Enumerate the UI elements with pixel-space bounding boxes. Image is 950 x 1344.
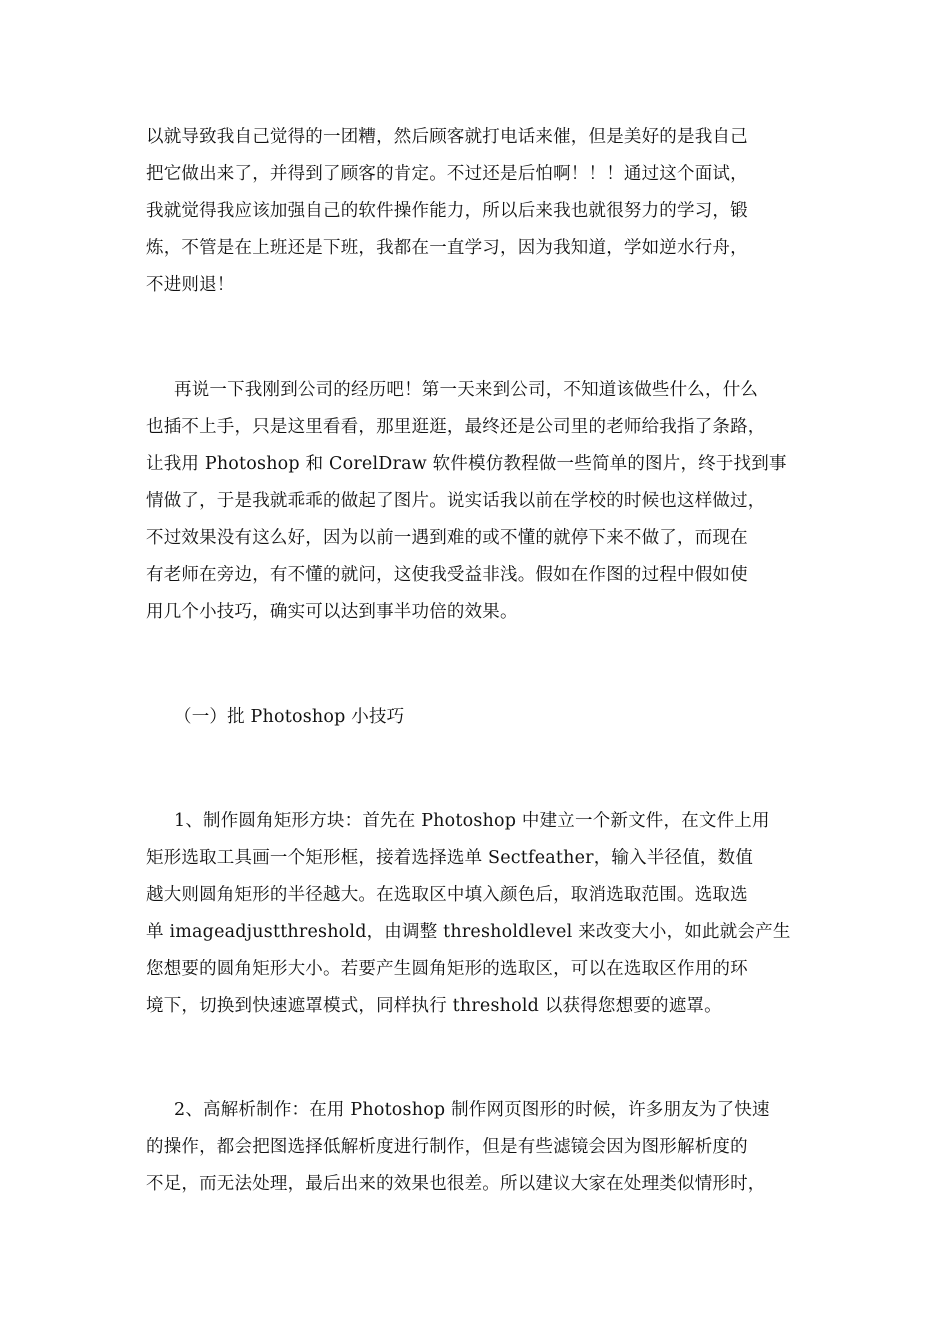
text-line: 也插不上手，只是这里看看，那里逛逛，最终还是公司里的老师给我指了条路， [146, 417, 766, 437]
text-line: 有老师在旁边，有不懂的就问，这使我受益非浅。假如在作图的过程中假如使 [146, 565, 748, 585]
text-line: 炼，不管是在上班还是下班，我都在一直学习，因为我知道，学如逆水行舟， [146, 238, 748, 258]
text-line: 单 imageadjustthreshold，由调整 thresholdlevel 来改变大小，如此就会产生 [146, 922, 791, 942]
text-line: 境下，切换到快速遮罩模式，同样执行 threshold 以获得您想要的遮罩。 [146, 996, 722, 1016]
text-line: 我就觉得我应该加强自己的软件操作能力，所以后来我也就很努力的学习，锻 [146, 201, 748, 221]
text-line: 再说一下我刚到公司的经历吧！第一天来到公司，不知道该做些什么，什么 [174, 380, 759, 400]
text-line: 不过效果没有这么好，因为以前一遇到难的或不懂的就停下来不做了，而现在 [146, 528, 748, 548]
text-line: 以就导致我自己觉得的一团糟，然后顾客就打电话来催，但是美好的是我自己 [146, 127, 748, 147]
text-line: 让我用 Photoshop 和 CorelDraw 软件模仿教程做一些简单的图片，终于找到事 [146, 454, 787, 474]
text-line: 您想要的圆角矩形大小。若要产生圆角矩形的选取区，可以在选取区作用的环 [146, 959, 748, 979]
text-line: 用几个小技巧，确实可以达到事半功倍的效果。 [146, 602, 518, 622]
text-line: 2、高解析制作：在用 Photoshop 制作网页图形的时候，许多朋友为了快速 [174, 1100, 770, 1120]
text-line: 不足，而无法处理，最后出来的效果也很差。所以建议大家在处理类似情形时， [146, 1174, 766, 1194]
text-line: 1、制作圆角矩形方块：首先在 Photoshop 中建立一个新文件，在文件上用 [174, 811, 770, 831]
text-line: 越大则圆角矩形的半径越大。在选取区中填入颜色后，取消选取范围。选取选 [146, 885, 748, 905]
text-line: 的操作，都会把图选择低解析度进行制作，但是有些滤镜会因为图形解析度的 [146, 1137, 748, 1157]
text-line: 把它做出来了，并得到了顾客的肯定。不过还是后怕啊！！！通过这个面试， [146, 164, 748, 184]
text-line: 不进则退！ [146, 275, 235, 295]
section-heading: （一）批 Photoshop 小技巧 [174, 707, 405, 727]
text-line: 情做了，于是我就乖乖的做起了图片。说实话我以前在学校的时候也这样做过， [146, 491, 766, 511]
text-line: 矩形选取工具画一个矩形框，接着选择选单 Sectfeather，输入半径值，数值 [146, 848, 754, 868]
